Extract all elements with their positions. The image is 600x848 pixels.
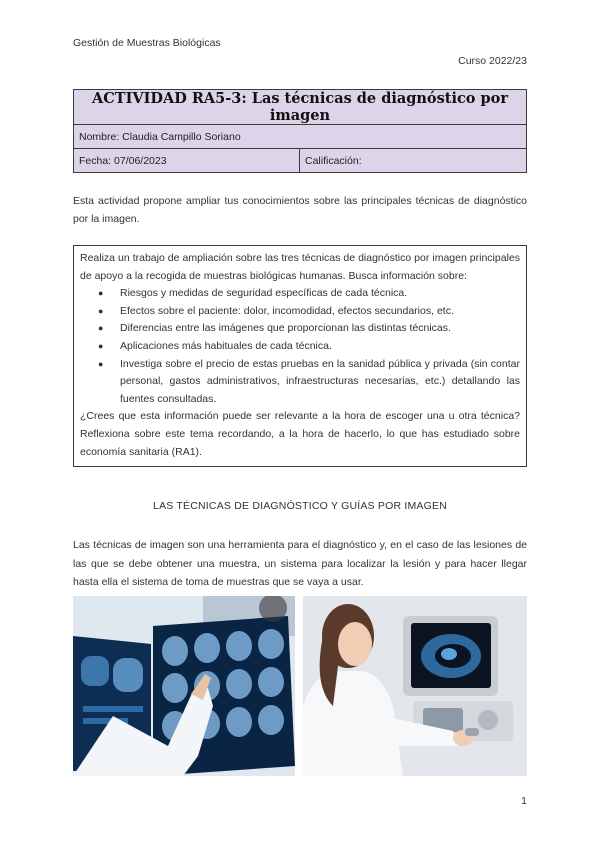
brain-scan-illustration	[73, 596, 295, 776]
student-name: Nombre: Claudia Campillo Soriano	[74, 125, 527, 149]
page-number: 1	[521, 795, 527, 807]
task-lead: Realiza un trabajo de ampliación sobre las tres técnicas de diagnóstico por imagen principales de apoyo a la recogida de muestras biológicas humanas. Busca información sobre:	[80, 252, 520, 282]
task-box	[73, 245, 527, 467]
list-item: ● Diferencias entre las imágenes que proporcionan las distintas técnicas.	[120, 320, 520, 338]
bullet-icon: ●	[98, 305, 104, 316]
task-list	[80, 285, 520, 408]
header-subject: Gestión de Muestras Biológicas	[73, 37, 221, 49]
grade-cell: Calificación:	[300, 149, 527, 173]
bullet-icon: ●	[98, 323, 104, 334]
list-item: ● Investiga sobre el precio de estas pruebas en la sanidad pública y privada (sin contar personal, gastos administrativos, infraestructuras necesarias, etc.) detallando las fuentes consultadas.	[98, 357, 520, 405]
task-closing: ¿Crees que esta información puede ser relevante a la hora de escoger una u otra técnica? Reflexiona sobre este tema recordando, a la hora de hacerlo, lo que has estudiado sobre economía sanitaria (RA1).	[80, 410, 520, 458]
bullet-icon: ●	[98, 340, 104, 351]
list-item: ● Efectos sobre el paciente: dolor, incomodidad, efectos secundarios, etc.	[120, 303, 520, 321]
brain-scan-photo	[73, 596, 295, 776]
intro-paragraph: Esta actividad propone ampliar tus conocimientos sobre las principales técnicas de diagnóstico por la imagen.	[73, 195, 527, 225]
ultrasound-photo	[303, 596, 527, 776]
list-item: ● Riesgos y medidas de seguridad específicas de cada técnica.	[120, 285, 520, 303]
header-course: Curso 2022/23	[458, 55, 527, 67]
activity-info-table	[73, 89, 527, 173]
section-title: LAS TÉCNICAS DE DIAGNÓSTICO Y GUÍAS POR IMAGEN	[153, 500, 447, 512]
bullet-icon: ●	[98, 288, 104, 299]
activity-title: ACTIVIDAD RA5-3: Las técnicas de diagnóstico por imagen	[74, 90, 527, 125]
body-paragraph: Las técnicas de imagen son una herramienta para el diagnóstico y, en el caso de las lesiones de las que se debe obtener una muestra, un sistema para localizar la lesión y para hacer llegar hasta ella el sistema de toma de muestras que se vaya a usar.	[73, 539, 527, 588]
list-item: ● Aplicaciones más habituales de cada técnica.	[120, 338, 520, 356]
bullet-icon: ●	[98, 358, 104, 369]
date-cell: Fecha: 07/06/2023	[74, 149, 300, 173]
ultrasound-illustration	[303, 596, 527, 776]
